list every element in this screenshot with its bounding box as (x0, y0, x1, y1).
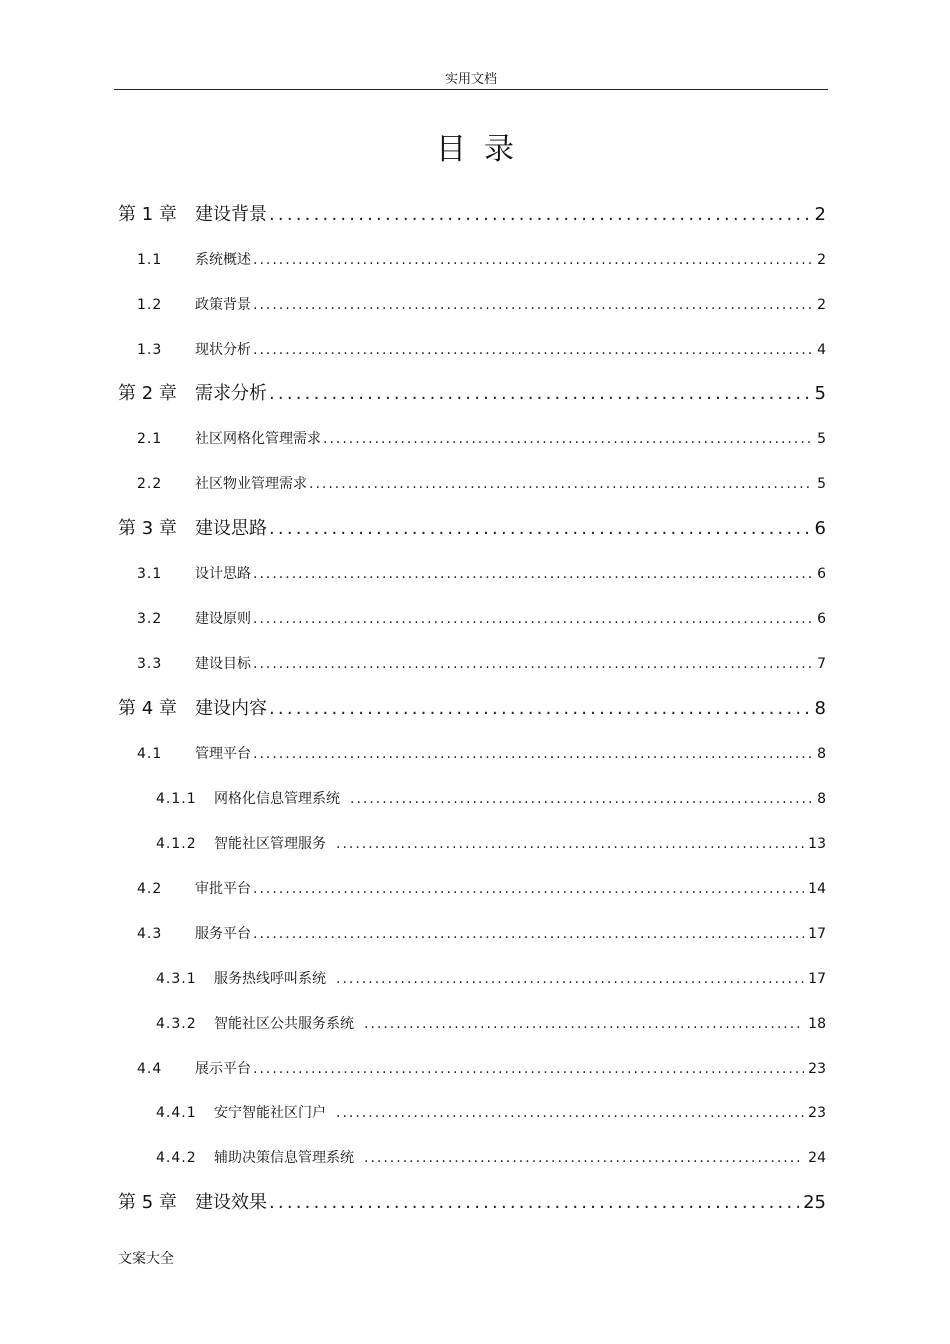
toc-subsection-entry[interactable] (156, 788, 826, 808)
toc-section-entry[interactable] (137, 1058, 826, 1078)
toc-subsection-entry[interactable] (156, 1102, 826, 1122)
toc-dot-leader (253, 926, 804, 942)
toc-subsection-entry[interactable] (156, 968, 826, 988)
toc-entry-label: 审批平台 (195, 881, 251, 897)
toc-page-number: 6 (814, 518, 826, 539)
toc-chapter-entry[interactable] (118, 694, 826, 720)
toc-page-number: 13 (808, 836, 826, 852)
toc-entry-label: 辅助决策信息管理系统 (214, 1150, 354, 1166)
toc-subsection-entry[interactable] (156, 1147, 826, 1167)
toc-dot-leader (336, 1105, 804, 1121)
toc-chapter-entry[interactable] (118, 379, 826, 405)
toc-dot-leader (253, 566, 812, 582)
toc-entry-label: 智能社区公共服务系统 (214, 1016, 354, 1032)
toc-entry-number: 3.1 (137, 566, 163, 582)
toc-entry-number: 3.2 (137, 611, 163, 627)
toc-entry-number: 2.1 (137, 431, 163, 447)
toc-entry-label: 安宁智能社区门户 (214, 1105, 326, 1121)
toc-entry-number: 4.3.1 (156, 971, 197, 987)
toc-dot-leader (269, 1192, 799, 1213)
toc-dot-leader (269, 518, 811, 539)
toc-page-number: 17 (808, 926, 826, 942)
toc-entry-number: 1.1 (137, 252, 163, 268)
toc-entry-number: 4.1.1 (156, 791, 197, 807)
page-header: 实用文档 (114, 70, 828, 90)
toc-entry-number: 4.2 (137, 881, 163, 897)
toc-entry-label: 建设背景 (195, 204, 267, 225)
toc-dot-leader (269, 698, 811, 719)
toc-entry-label: 管理平台 (195, 746, 251, 762)
toc-entry-number: 4.4.2 (156, 1150, 197, 1166)
toc-dot-leader (253, 746, 812, 762)
toc-dot-leader (269, 204, 811, 225)
toc-section-entry[interactable] (137, 249, 826, 269)
toc-entry-number: 4.3 (137, 926, 163, 942)
toc-chapter-entry[interactable] (118, 1188, 826, 1214)
toc-page-number: 8 (817, 746, 826, 762)
toc-section-entry[interactable] (137, 428, 826, 448)
toc-page-number: 5 (817, 431, 826, 447)
toc-page-number: 2 (817, 297, 826, 313)
toc-page-number: 8 (817, 791, 826, 807)
toc-dot-leader (253, 1061, 804, 1077)
toc-chapter-entry[interactable] (118, 200, 826, 226)
toc-entry-label: 社区网格化管理需求 (195, 431, 321, 447)
toc-subsection-entry[interactable] (156, 1013, 826, 1033)
toc-entry-label: 展示平台 (195, 1061, 251, 1077)
toc-dot-leader (253, 611, 812, 627)
toc-entry-number: 4.4 (137, 1061, 163, 1077)
toc-entry-label: 建设思路 (195, 518, 267, 539)
toc-entry-number: 4.1.2 (156, 836, 197, 852)
toc-entry-label: 智能社区管理服务 (214, 836, 326, 852)
toc-section-entry[interactable] (137, 743, 826, 763)
page-title: 目录 (436, 132, 532, 167)
toc-section-entry[interactable] (137, 339, 826, 359)
toc-dot-leader (364, 1150, 804, 1166)
toc-section-entry[interactable] (137, 923, 826, 943)
toc-dot-leader (253, 881, 804, 897)
toc-dot-leader (336, 836, 804, 852)
toc-page-number: 6 (817, 611, 826, 627)
toc-chapter-entry[interactable] (118, 514, 826, 540)
toc-page-number: 23 (808, 1061, 826, 1077)
toc-section-entry[interactable] (137, 563, 826, 583)
toc-entry-number: 4.1 (137, 746, 163, 762)
toc-entry-label: 建设原则 (195, 611, 251, 627)
toc-entry-number: 2.2 (137, 476, 163, 492)
toc-page-number: 5 (814, 383, 826, 404)
toc-page-number: 7 (817, 656, 826, 672)
toc-section-entry[interactable] (137, 473, 826, 493)
toc-entry-label: 政策背景 (195, 297, 251, 313)
page-footer: 文案大全 (118, 1251, 174, 1267)
toc-page-number: 24 (808, 1150, 826, 1166)
toc-entry-number: 4.3.2 (156, 1016, 197, 1032)
toc-section-entry[interactable] (137, 878, 826, 898)
toc-dot-leader (269, 383, 811, 404)
toc-entry-number: 1.3 (137, 342, 163, 358)
toc-entry-number: 3.3 (137, 656, 163, 672)
toc-page-number: 14 (808, 881, 826, 897)
toc-subsection-entry[interactable] (156, 833, 826, 853)
toc-page-number: 17 (808, 971, 826, 987)
toc-entry-number: 4.4.1 (156, 1105, 197, 1121)
toc-dot-leader (253, 297, 812, 313)
toc-entry-label: 现状分析 (195, 342, 251, 358)
toc-page-number: 25 (803, 1192, 826, 1213)
toc-entry-number: 第 4 章 (118, 698, 177, 719)
toc-page-number: 6 (817, 566, 826, 582)
toc-section-entry[interactable] (137, 608, 826, 628)
toc-entry-number: 第 3 章 (118, 518, 177, 539)
toc-page-number: 4 (817, 342, 826, 358)
toc-dot-leader (336, 971, 804, 987)
toc-page-number: 23 (808, 1105, 826, 1121)
toc-dot-leader (253, 342, 812, 358)
toc-entry-number: 第 2 章 (118, 383, 177, 404)
toc-entry-number: 第 1 章 (118, 204, 177, 225)
toc-dot-leader (253, 252, 812, 268)
toc-entry-label: 网格化信息管理系统 (214, 791, 340, 807)
toc-entry-label: 需求分析 (195, 383, 267, 404)
toc-page-number: 2 (814, 204, 826, 225)
toc-dot-leader (323, 431, 812, 447)
toc-dot-leader (309, 476, 812, 492)
toc-entry-label: 建设目标 (195, 656, 251, 672)
toc-entry-label: 建设效果 (195, 1192, 267, 1213)
toc-entry-label: 服务热线呼叫系统 (214, 971, 326, 987)
toc-dot-leader (364, 1016, 804, 1032)
toc-entry-label: 建设内容 (195, 698, 267, 719)
toc-page-number: 2 (817, 252, 826, 268)
toc-dot-leader (253, 656, 812, 672)
toc-entry-number: 1.2 (137, 297, 163, 313)
toc-dot-leader (350, 791, 813, 807)
toc-entry-label: 设计思路 (195, 566, 251, 582)
toc-entry-label: 系统概述 (195, 252, 251, 268)
toc-section-entry[interactable] (137, 294, 826, 314)
toc-entry-label: 服务平台 (195, 926, 251, 942)
toc-entry-label: 社区物业管理需求 (195, 476, 307, 492)
toc-entry-number: 第 5 章 (118, 1192, 177, 1213)
toc-page-number: 8 (814, 698, 826, 719)
toc-page-number: 5 (817, 476, 826, 492)
toc-page-number: 18 (808, 1016, 826, 1032)
toc-section-entry[interactable] (137, 653, 826, 673)
